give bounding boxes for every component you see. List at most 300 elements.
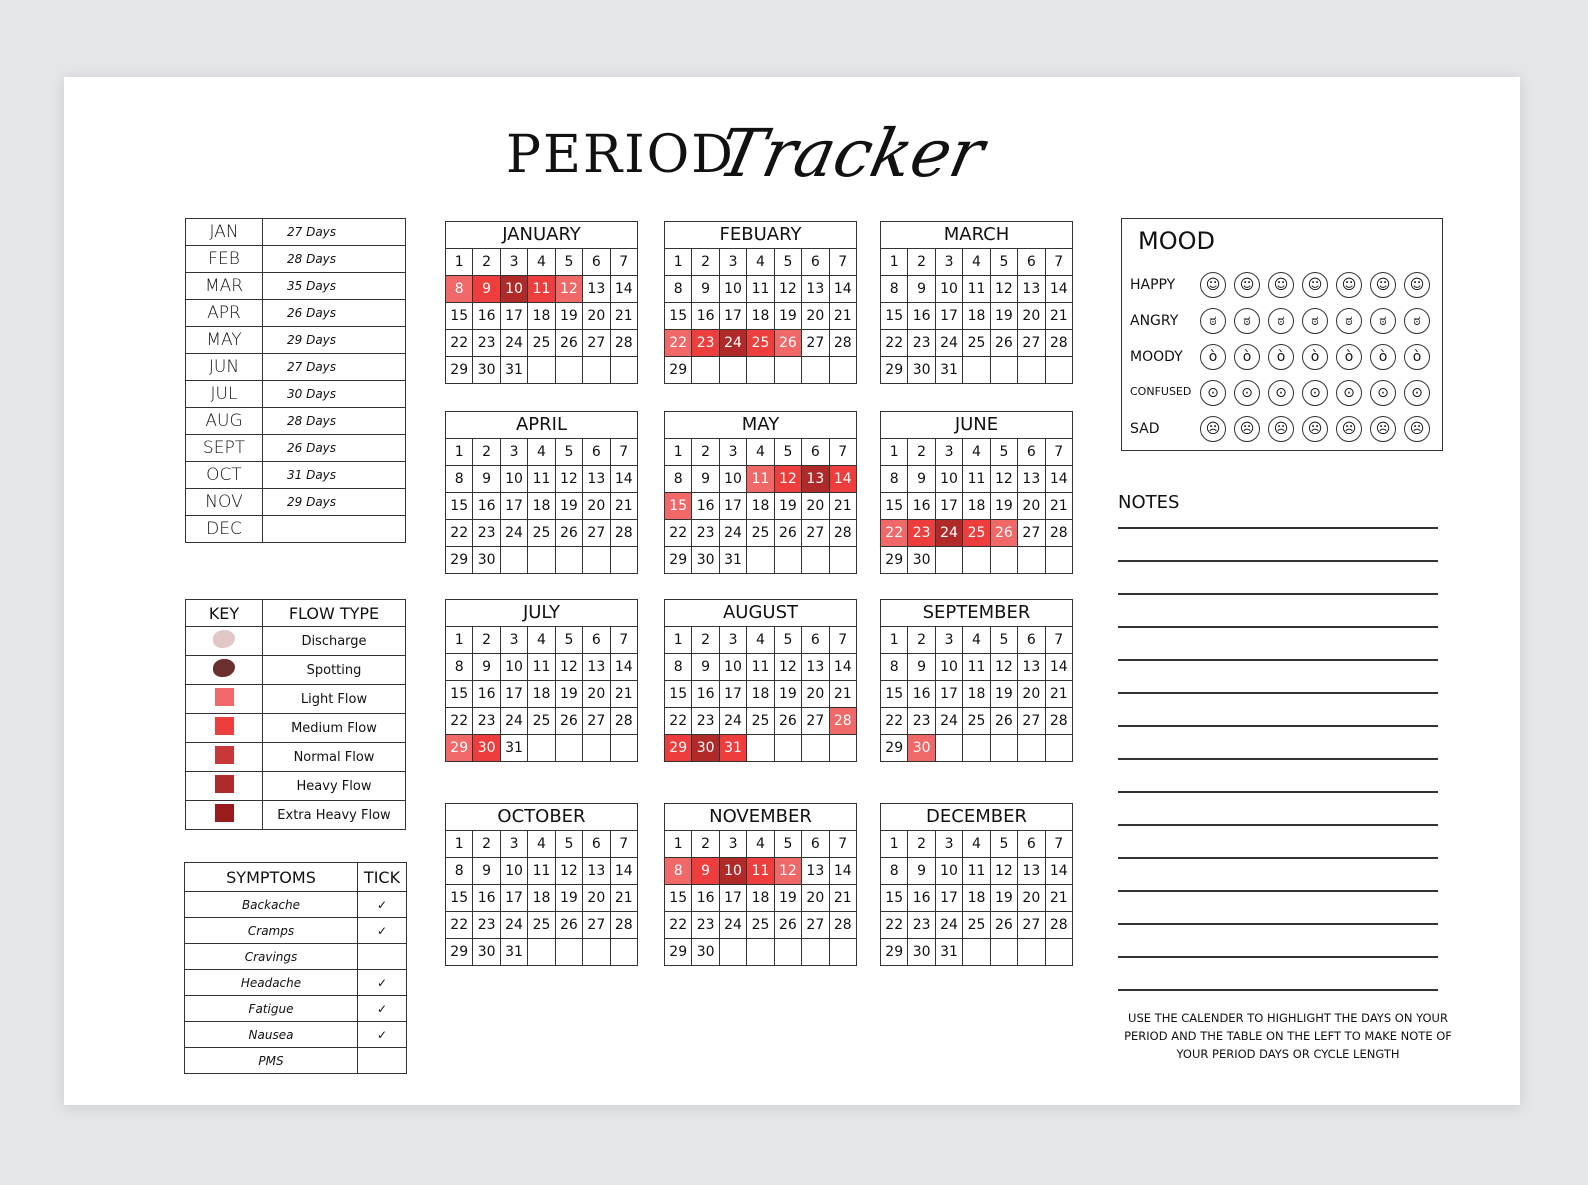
day-cell[interactable]: 13 [1018, 858, 1045, 885]
day-cell[interactable]: 29 [881, 547, 908, 574]
day-cell[interactable]: 28 [1045, 708, 1072, 735]
day-cell[interactable]: 25 [747, 708, 774, 735]
day-cell[interactable]: 26 [774, 912, 801, 939]
day-cell-flow[interactable]: 11 [528, 276, 555, 303]
day-cell[interactable]: 24 [935, 708, 962, 735]
day-cell[interactable]: 18 [747, 681, 774, 708]
day-cell[interactable]: 14 [610, 654, 637, 681]
day-cell[interactable] [829, 357, 856, 384]
day-cell[interactable]: 22 [446, 708, 473, 735]
day-cell[interactable] [1045, 735, 1072, 762]
day-cell[interactable]: 16 [692, 681, 719, 708]
symptom-tick-box[interactable] [358, 944, 407, 970]
day-cell[interactable]: 10 [500, 858, 527, 885]
day-cell[interactable]: 29 [446, 357, 473, 384]
day-cell[interactable]: 11 [963, 654, 990, 681]
day-cell[interactable]: 28 [829, 520, 856, 547]
day-cell[interactable]: 16 [473, 303, 500, 330]
day-cell[interactable]: 15 [665, 885, 692, 912]
day-cell[interactable]: 19 [555, 885, 582, 912]
day-cell[interactable]: 29 [665, 547, 692, 574]
day-cell[interactable] [774, 939, 801, 966]
day-cell[interactable]: 27 [802, 912, 829, 939]
day-cell[interactable]: 17 [935, 493, 962, 520]
day-cell[interactable]: 20 [1018, 681, 1045, 708]
mood-face-icon[interactable]: ☺ [1234, 272, 1260, 298]
day-cell[interactable]: 20 [802, 493, 829, 520]
day-cell[interactable]: 21 [829, 885, 856, 912]
day-cell[interactable]: 15 [446, 885, 473, 912]
day-cell-flow[interactable]: 26 [774, 330, 801, 357]
day-cell[interactable]: 16 [473, 493, 500, 520]
mood-face-icon[interactable]: ⊙ [1268, 380, 1294, 406]
day-cell[interactable]: 8 [881, 654, 908, 681]
day-cell[interactable]: 29 [446, 939, 473, 966]
day-cell[interactable]: 8 [446, 858, 473, 885]
day-cell[interactable]: 29 [881, 357, 908, 384]
day-cell[interactable]: 23 [692, 520, 719, 547]
day-cell-flow[interactable]: 26 [990, 520, 1017, 547]
day-cell[interactable]: 12 [555, 466, 582, 493]
day-cell[interactable]: 20 [583, 493, 610, 520]
day-cell-flow[interactable]: 23 [692, 330, 719, 357]
day-cell[interactable]: 19 [555, 493, 582, 520]
day-cell-flow[interactable]: 28 [829, 708, 856, 735]
day-cell[interactable]: 26 [990, 708, 1017, 735]
day-cell[interactable] [610, 939, 637, 966]
day-cell[interactable]: 13 [583, 276, 610, 303]
day-cell[interactable]: 14 [1045, 466, 1072, 493]
day-cell[interactable]: 26 [555, 912, 582, 939]
day-cell[interactable]: 14 [610, 858, 637, 885]
day-cell[interactable]: 31 [719, 547, 746, 574]
day-cell-flow[interactable]: 31 [719, 735, 746, 762]
day-cell[interactable]: 21 [610, 681, 637, 708]
day-cell-flow[interactable]: 22 [665, 330, 692, 357]
day-cell-flow[interactable]: 30 [908, 735, 935, 762]
day-cell[interactable]: 11 [963, 276, 990, 303]
day-cell[interactable]: 21 [829, 303, 856, 330]
symptom-tick-box[interactable]: ✓ [358, 918, 407, 944]
day-cell[interactable]: 24 [500, 912, 527, 939]
day-cell[interactable] [963, 939, 990, 966]
day-cell[interactable]: 16 [692, 303, 719, 330]
day-cell[interactable]: 15 [446, 493, 473, 520]
day-cell[interactable]: 26 [774, 520, 801, 547]
day-cell[interactable] [719, 357, 746, 384]
day-cell[interactable]: 18 [747, 493, 774, 520]
day-cell[interactable] [802, 357, 829, 384]
day-cell[interactable]: 16 [473, 885, 500, 912]
day-cell[interactable]: 12 [774, 276, 801, 303]
day-cell[interactable]: 22 [665, 912, 692, 939]
day-cell[interactable]: 19 [990, 493, 1017, 520]
day-cell[interactable]: 17 [719, 303, 746, 330]
day-cell[interactable]: 16 [692, 493, 719, 520]
day-cell[interactable]: 17 [935, 303, 962, 330]
day-cell[interactable]: 15 [665, 303, 692, 330]
day-cell[interactable] [747, 547, 774, 574]
day-cell[interactable]: 21 [829, 493, 856, 520]
day-cell[interactable]: 21 [1045, 303, 1072, 330]
day-cell[interactable]: 25 [963, 912, 990, 939]
day-cell[interactable]: 30 [908, 547, 935, 574]
day-cell[interactable]: 27 [1018, 912, 1045, 939]
day-cell[interactable]: 20 [583, 885, 610, 912]
day-cell[interactable]: 25 [528, 708, 555, 735]
day-cell[interactable]: 15 [881, 885, 908, 912]
day-cell[interactable]: 26 [990, 330, 1017, 357]
day-cell-flow[interactable]: 30 [692, 735, 719, 762]
day-cell[interactable]: 10 [935, 654, 962, 681]
day-cell[interactable]: 19 [774, 885, 801, 912]
day-cell[interactable]: 17 [935, 885, 962, 912]
mood-face-icon[interactable]: ☹ [1302, 416, 1328, 442]
mood-face-icon[interactable]: ⊙ [1200, 380, 1226, 406]
day-cell[interactable]: 22 [446, 330, 473, 357]
day-cell[interactable]: 14 [829, 858, 856, 885]
day-cell[interactable]: 31 [935, 939, 962, 966]
day-cell[interactable]: 30 [908, 357, 935, 384]
day-cell[interactable]: 27 [583, 520, 610, 547]
day-cell[interactable]: 26 [774, 708, 801, 735]
day-cell[interactable]: 15 [446, 681, 473, 708]
day-cell[interactable]: 9 [692, 276, 719, 303]
symptom-tick-box[interactable]: ✓ [358, 1022, 407, 1048]
day-cell[interactable]: 29 [665, 939, 692, 966]
cycle-length[interactable]: 30 Days [263, 381, 406, 408]
day-cell[interactable]: 23 [473, 708, 500, 735]
day-cell[interactable]: 27 [1018, 330, 1045, 357]
day-cell[interactable]: 15 [665, 681, 692, 708]
mood-face-icon[interactable]: ☹ [1370, 416, 1396, 442]
day-cell[interactable]: 30 [473, 547, 500, 574]
day-cell[interactable]: 14 [610, 276, 637, 303]
day-cell[interactable]: 29 [446, 547, 473, 574]
day-cell[interactable]: 23 [908, 708, 935, 735]
day-cell[interactable]: 29 [665, 357, 692, 384]
day-cell[interactable]: 22 [665, 520, 692, 547]
day-cell[interactable] [747, 735, 774, 762]
day-cell[interactable]: 14 [1045, 654, 1072, 681]
day-cell[interactable]: 12 [774, 654, 801, 681]
cycle-length[interactable]: 26 Days [263, 435, 406, 462]
day-cell[interactable]: 31 [935, 357, 962, 384]
day-cell-flow[interactable]: 10 [719, 858, 746, 885]
day-cell[interactable]: 18 [747, 303, 774, 330]
day-cell[interactable]: 25 [963, 330, 990, 357]
day-cell[interactable]: 14 [1045, 858, 1072, 885]
day-cell[interactable]: 9 [692, 654, 719, 681]
day-cell[interactable]: 17 [719, 885, 746, 912]
day-cell[interactable]: 9 [692, 466, 719, 493]
day-cell[interactable]: 22 [665, 708, 692, 735]
day-cell[interactable] [1045, 357, 1072, 384]
day-cell[interactable]: 11 [747, 654, 774, 681]
symptom-tick-box[interactable]: ✓ [358, 892, 407, 918]
mood-face-icon[interactable]: ò [1234, 344, 1260, 370]
day-cell[interactable] [802, 547, 829, 574]
day-cell[interactable]: 10 [935, 858, 962, 885]
day-cell[interactable]: 18 [528, 303, 555, 330]
symptom-tick-box[interactable]: ✓ [358, 970, 407, 996]
mood-face-icon[interactable]: ಠ [1268, 308, 1294, 334]
day-cell[interactable] [610, 547, 637, 574]
day-cell-flow[interactable]: 12 [774, 466, 801, 493]
day-cell[interactable]: 26 [555, 520, 582, 547]
day-cell[interactable]: 14 [829, 654, 856, 681]
day-cell[interactable] [555, 547, 582, 574]
day-cell[interactable]: 11 [528, 466, 555, 493]
mood-face-icon[interactable]: ☺ [1404, 272, 1430, 298]
day-cell[interactable]: 25 [528, 912, 555, 939]
day-cell[interactable]: 22 [881, 330, 908, 357]
day-cell[interactable]: 18 [963, 493, 990, 520]
mood-face-icon[interactable]: ಠ [1234, 308, 1260, 334]
day-cell[interactable]: 14 [829, 276, 856, 303]
mood-face-icon[interactable]: ಠ [1370, 308, 1396, 334]
day-cell[interactable]: 19 [990, 303, 1017, 330]
mood-face-icon[interactable]: ò [1370, 344, 1396, 370]
cycle-length[interactable] [263, 516, 406, 543]
day-cell[interactable]: 9 [473, 466, 500, 493]
day-cell[interactable] [1045, 939, 1072, 966]
day-cell-flow[interactable]: 24 [719, 330, 746, 357]
day-cell[interactable]: 18 [963, 681, 990, 708]
day-cell[interactable] [829, 735, 856, 762]
day-cell[interactable]: 29 [881, 735, 908, 762]
day-cell[interactable] [747, 357, 774, 384]
day-cell[interactable] [963, 735, 990, 762]
day-cell[interactable]: 11 [963, 466, 990, 493]
day-cell[interactable]: 27 [583, 330, 610, 357]
day-cell[interactable]: 19 [990, 681, 1017, 708]
day-cell[interactable]: 24 [500, 708, 527, 735]
day-cell[interactable]: 25 [963, 708, 990, 735]
day-cell-flow[interactable]: 15 [665, 493, 692, 520]
day-cell[interactable] [555, 735, 582, 762]
day-cell[interactable]: 15 [446, 303, 473, 330]
day-cell[interactable]: 10 [500, 466, 527, 493]
day-cell[interactable]: 19 [990, 885, 1017, 912]
day-cell[interactable]: 27 [802, 330, 829, 357]
day-cell[interactable]: 22 [446, 520, 473, 547]
day-cell[interactable]: 21 [610, 303, 637, 330]
mood-face-icon[interactable]: ☺ [1268, 272, 1294, 298]
day-cell[interactable]: 21 [1045, 885, 1072, 912]
day-cell[interactable]: 28 [1045, 330, 1072, 357]
day-cell[interactable]: 23 [692, 912, 719, 939]
day-cell[interactable]: 8 [665, 654, 692, 681]
day-cell[interactable]: 28 [610, 330, 637, 357]
day-cell-flow[interactable]: 9 [473, 276, 500, 303]
day-cell[interactable]: 20 [802, 303, 829, 330]
day-cell[interactable]: 21 [610, 885, 637, 912]
day-cell[interactable] [1018, 357, 1045, 384]
day-cell-flow[interactable]: 24 [935, 520, 962, 547]
day-cell[interactable]: 18 [747, 885, 774, 912]
mood-face-icon[interactable]: ⊙ [1370, 380, 1396, 406]
mood-face-icon[interactable]: ಠ [1404, 308, 1430, 334]
day-cell[interactable] [528, 939, 555, 966]
mood-face-icon[interactable]: ò [1268, 344, 1294, 370]
day-cell[interactable]: 16 [473, 681, 500, 708]
day-cell[interactable]: 30 [473, 939, 500, 966]
day-cell[interactable]: 21 [610, 493, 637, 520]
day-cell[interactable]: 23 [692, 708, 719, 735]
day-cell[interactable] [692, 357, 719, 384]
day-cell[interactable]: 27 [802, 520, 829, 547]
day-cell[interactable]: 13 [1018, 276, 1045, 303]
day-cell[interactable] [528, 735, 555, 762]
day-cell[interactable]: 27 [583, 708, 610, 735]
day-cell[interactable]: 9 [908, 276, 935, 303]
day-cell[interactable]: 8 [881, 858, 908, 885]
day-cell[interactable]: 8 [665, 466, 692, 493]
symptom-tick-box[interactable] [358, 1048, 407, 1074]
day-cell[interactable]: 24 [719, 912, 746, 939]
cycle-length[interactable]: 26 Days [263, 300, 406, 327]
day-cell[interactable]: 20 [583, 681, 610, 708]
mood-face-icon[interactable]: ಠ [1200, 308, 1226, 334]
day-cell[interactable]: 27 [802, 708, 829, 735]
day-cell-flow[interactable]: 11 [747, 466, 774, 493]
day-cell[interactable]: 24 [935, 330, 962, 357]
day-cell[interactable] [963, 357, 990, 384]
mood-face-icon[interactable]: ☹ [1200, 416, 1226, 442]
day-cell[interactable] [1018, 939, 1045, 966]
day-cell[interactable]: 17 [500, 303, 527, 330]
day-cell[interactable]: 23 [473, 330, 500, 357]
day-cell-flow[interactable]: 23 [908, 520, 935, 547]
day-cell[interactable]: 17 [719, 493, 746, 520]
day-cell-flow[interactable]: 22 [881, 520, 908, 547]
mood-face-icon[interactable]: ☹ [1404, 416, 1430, 442]
mood-face-icon[interactable]: ò [1302, 344, 1328, 370]
day-cell[interactable] [963, 547, 990, 574]
mood-face-icon[interactable]: ⊙ [1302, 380, 1328, 406]
day-cell[interactable] [774, 735, 801, 762]
cycle-length[interactable]: 28 Days [263, 408, 406, 435]
day-cell[interactable]: 28 [829, 330, 856, 357]
day-cell[interactable]: 13 [1018, 654, 1045, 681]
day-cell[interactable]: 28 [610, 912, 637, 939]
day-cell-flow[interactable]: 13 [802, 466, 829, 493]
day-cell[interactable]: 20 [1018, 303, 1045, 330]
day-cell[interactable]: 25 [528, 520, 555, 547]
day-cell[interactable]: 22 [446, 912, 473, 939]
day-cell[interactable]: 17 [935, 681, 962, 708]
day-cell[interactable]: 8 [881, 466, 908, 493]
day-cell[interactable]: 11 [528, 654, 555, 681]
mood-face-icon[interactable]: ☺ [1302, 272, 1328, 298]
mood-face-icon[interactable]: ⊙ [1234, 380, 1260, 406]
day-cell[interactable]: 29 [881, 939, 908, 966]
day-cell[interactable]: 19 [555, 681, 582, 708]
day-cell[interactable]: 25 [747, 520, 774, 547]
day-cell-flow[interactable]: 14 [829, 466, 856, 493]
day-cell[interactable]: 17 [500, 493, 527, 520]
day-cell[interactable]: 31 [500, 939, 527, 966]
day-cell[interactable]: 8 [881, 276, 908, 303]
day-cell[interactable]: 16 [908, 493, 935, 520]
day-cell-flow[interactable]: 12 [774, 858, 801, 885]
day-cell[interactable] [555, 939, 582, 966]
cycle-length[interactable]: 29 Days [263, 327, 406, 354]
day-cell-flow[interactable]: 8 [665, 858, 692, 885]
day-cell[interactable]: 30 [692, 939, 719, 966]
day-cell[interactable]: 28 [610, 708, 637, 735]
day-cell[interactable]: 28 [1045, 912, 1072, 939]
day-cell[interactable]: 27 [1018, 520, 1045, 547]
day-cell[interactable] [802, 735, 829, 762]
day-cell[interactable]: 24 [500, 330, 527, 357]
day-cell[interactable]: 18 [963, 885, 990, 912]
mood-face-icon[interactable]: ò [1404, 344, 1430, 370]
day-cell[interactable] [990, 939, 1017, 966]
day-cell[interactable]: 23 [908, 912, 935, 939]
day-cell-flow[interactable]: 8 [446, 276, 473, 303]
day-cell[interactable]: 23 [473, 520, 500, 547]
day-cell[interactable]: 15 [881, 681, 908, 708]
day-cell[interactable]: 9 [473, 654, 500, 681]
day-cell[interactable] [528, 357, 555, 384]
day-cell[interactable]: 26 [990, 912, 1017, 939]
day-cell[interactable]: 19 [555, 303, 582, 330]
day-cell[interactable]: 24 [719, 520, 746, 547]
day-cell[interactable]: 21 [1045, 493, 1072, 520]
day-cell[interactable]: 11 [747, 276, 774, 303]
day-cell[interactable]: 17 [500, 885, 527, 912]
cycle-length[interactable]: 31 Days [263, 462, 406, 489]
day-cell[interactable]: 24 [500, 520, 527, 547]
day-cell[interactable]: 13 [1018, 466, 1045, 493]
day-cell[interactable]: 13 [802, 654, 829, 681]
day-cell[interactable]: 24 [719, 708, 746, 735]
day-cell[interactable]: 13 [583, 858, 610, 885]
day-cell-flow[interactable]: 10 [500, 276, 527, 303]
day-cell[interactable]: 26 [555, 330, 582, 357]
day-cell[interactable]: 9 [473, 858, 500, 885]
day-cell[interactable]: 16 [908, 681, 935, 708]
day-cell[interactable] [747, 939, 774, 966]
day-cell[interactable] [774, 547, 801, 574]
day-cell[interactable]: 31 [500, 357, 527, 384]
symptom-tick-box[interactable]: ✓ [358, 996, 407, 1022]
day-cell[interactable] [583, 735, 610, 762]
day-cell-flow[interactable]: 12 [555, 276, 582, 303]
mood-face-icon[interactable]: ☺ [1200, 272, 1226, 298]
day-cell[interactable]: 18 [528, 885, 555, 912]
mood-face-icon[interactable]: ☹ [1234, 416, 1260, 442]
day-cell[interactable] [990, 547, 1017, 574]
day-cell[interactable]: 23 [473, 912, 500, 939]
day-cell[interactable]: 9 [908, 654, 935, 681]
day-cell[interactable] [829, 547, 856, 574]
day-cell[interactable]: 23 [908, 330, 935, 357]
day-cell[interactable] [802, 939, 829, 966]
day-cell[interactable] [1018, 735, 1045, 762]
mood-face-icon[interactable]: ò [1336, 344, 1362, 370]
cycle-length[interactable]: 27 Days [263, 354, 406, 381]
day-cell[interactable]: 10 [935, 276, 962, 303]
day-cell[interactable]: 12 [555, 654, 582, 681]
day-cell[interactable]: 14 [610, 466, 637, 493]
day-cell[interactable]: 18 [528, 493, 555, 520]
day-cell-flow[interactable]: 11 [747, 858, 774, 885]
day-cell[interactable]: 31 [500, 735, 527, 762]
day-cell[interactable]: 19 [774, 303, 801, 330]
